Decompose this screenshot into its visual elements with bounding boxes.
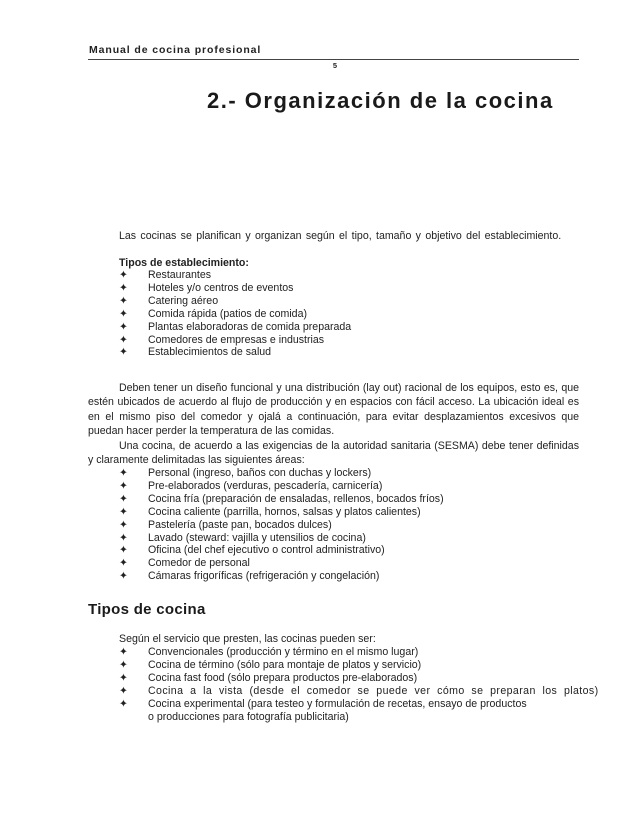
list-item: ✦ Lavado (steward: vajilla y utensilios de cocina) xyxy=(119,531,366,544)
bullet-icon: ✦ xyxy=(119,505,128,518)
bullet-icon: ✦ xyxy=(119,531,128,544)
areas-paragraph: Una cocina, de acuerdo a las exigencias de la autoridad sanitaria (SESMA) debe tener definidas y claramente delimitadas las siguientes áreas: xyxy=(88,440,579,467)
bullet-icon: ✦ xyxy=(119,658,128,671)
kitchen-types-intro: Según el servicio que presten, las cocinas pueden ser: xyxy=(119,633,376,645)
bullet-icon: ✦ xyxy=(119,492,128,505)
header-title: Manual de cocina profesional xyxy=(89,44,262,56)
list-item: ✦ Catering aéreo xyxy=(119,294,219,307)
bullet-icon: ✦ xyxy=(119,346,128,359)
bullet-icon: ✦ xyxy=(119,671,128,684)
list-item: ✦ Establecimientos de salud xyxy=(119,346,272,359)
list-item: ✦ Convencionales (producción y término en el mismo lugar) xyxy=(119,646,419,658)
list-item-continuation: o producciones para fotografía publicitaria) xyxy=(148,710,349,723)
kitchen-areas-list xyxy=(119,467,444,583)
bullet-icon: ✦ xyxy=(119,570,128,583)
bullet-icon: ✦ xyxy=(119,544,128,557)
page-header xyxy=(88,44,579,60)
establishment-types-list xyxy=(119,269,351,359)
list-item: ✦ Hoteles y/o centros de eventos xyxy=(119,281,294,294)
bullet-icon: ✦ xyxy=(119,557,128,570)
list-item: ✦ Personal (ingreso, baños con duchas y lockers) xyxy=(119,467,372,479)
bullet-icon: ✦ xyxy=(119,307,128,320)
list-item: ✦ Pre-elaborados (verduras, pescadería, carnicería) xyxy=(119,479,383,492)
kitchen-types-list xyxy=(119,646,599,723)
bullet-icon: ✦ xyxy=(119,269,128,281)
kitchen-types-heading: Tipos de cocina xyxy=(88,601,206,618)
list-item: ✦ Restaurantes xyxy=(119,269,212,281)
list-item: ✦ Oficina (del chef ejecutivo o control administrativo) xyxy=(119,544,385,557)
list-item: ✦ Pastelería (paste pan, bocados dulces) xyxy=(119,518,332,531)
list-item: ✦ Cocina fast food (sólo prepara productos pre-elaborados) xyxy=(119,671,418,684)
bullet-icon: ✦ xyxy=(119,646,128,658)
bullet-icon: ✦ xyxy=(119,333,128,346)
list-item: ✦ Cocina experimental (para testeo y formulación de recetas, ensayo de productos o producciones para fotografía publicitaria) xyxy=(119,698,599,724)
list-item: ✦ Cocina fría (preparación de ensaladas, rellenos, bocados fríos) xyxy=(119,492,444,505)
list-item: ✦ Comida rápida (patios de comida) xyxy=(119,307,307,320)
list-item: ✦ Comedor de personal xyxy=(119,557,250,570)
bullet-icon: ✦ xyxy=(119,684,129,697)
design-paragraph: Deben tener un diseño funcional y una distribución (lay out) racional de los equipos, esto es, que estén ubicados de acuerdo al flujo de producción y en espacios con fácil acceso. La ubicación ideal es en el mismo piso del comedor y ojalá a continuación, para evitar desplazamientos excesivos que puedan hacer perder la temperatura de las comidas. xyxy=(88,382,579,438)
establishment-types-label: Tipos de establecimiento: xyxy=(119,257,249,269)
bullet-icon: ✦ xyxy=(119,467,128,479)
bullet-icon: ✦ xyxy=(119,697,128,710)
intro-paragraph: Las cocinas se planifican y organizan según el tipo, tamaño y objetivo del establecimiento. xyxy=(119,230,562,242)
list-item: ✦ Plantas elaboradoras de comida preparada xyxy=(119,320,352,333)
bullet-icon: ✦ xyxy=(119,320,128,333)
bullet-icon: ✦ xyxy=(119,294,128,307)
list-item: ✦ Comedores de empresas e industrias xyxy=(119,333,325,346)
bullet-icon: ✦ xyxy=(119,281,128,294)
bullet-icon: ✦ xyxy=(119,518,128,531)
list-item: ✦ Cocina caliente (parrilla, hornos, salsas y platos calientes) xyxy=(119,505,421,518)
chapter-title: 2.- Organización de la cocina xyxy=(207,88,554,113)
list-item: ✦ Cocina de término (sólo para montaje de platos y servicio) xyxy=(119,658,422,671)
list-item: ✦ Cocina a la vista (desde el comedor se puede ver cómo se preparan los platos) xyxy=(119,684,599,697)
list-item: ✦ Cámaras frigoríficas (refrigeración y congelación) xyxy=(119,570,380,583)
bullet-icon: ✦ xyxy=(119,479,128,492)
page-number: 5 xyxy=(332,61,339,70)
